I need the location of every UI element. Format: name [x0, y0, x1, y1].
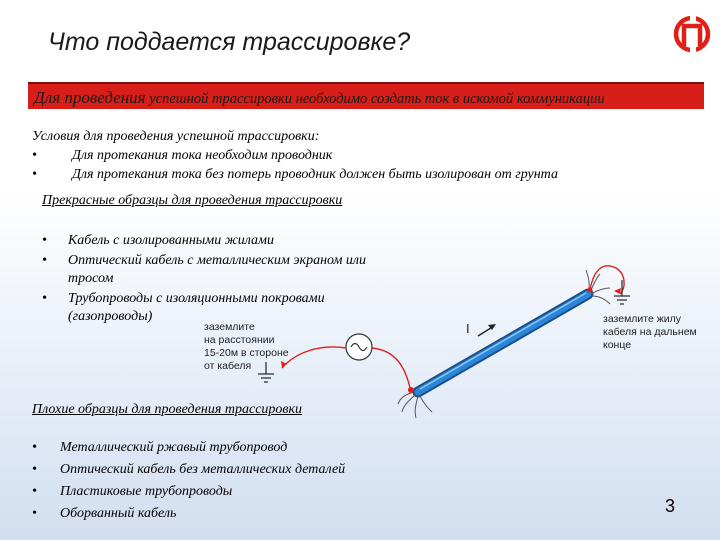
left-note: [204, 321, 289, 372]
svg-text:на расстоянии: на расстоянии: [204, 334, 275, 346]
list-item: • Кабель с изолированными жилами: [42, 233, 274, 248]
svg-text:конце: конце: [603, 339, 632, 351]
list-item: • Для протекания тока без потерь проводник должен быть изолирован от грунта: [32, 167, 558, 182]
good-heading: Прекрасные образцы для проведения трассировки: [42, 193, 343, 208]
svg-text:заземлите: заземлите: [204, 321, 255, 333]
list-item: • Оптический кабель без металлических деталей: [32, 462, 346, 477]
list-item: • Пластиковые трубопроводы: [32, 484, 233, 499]
svg-text:15-20м в стороне: 15-20м в стороне: [204, 347, 289, 359]
svg-text:кабеля на дальнем: кабеля на дальнем: [603, 326, 697, 338]
current-arrow: [478, 324, 496, 336]
ground-wire: [282, 347, 346, 368]
svg-text:от кабеля: от кабеля: [204, 360, 252, 372]
slide-title: Что поддается трассировке?: [48, 28, 411, 56]
list-item: • Для протекания тока необходим проводник: [32, 148, 333, 163]
bad-list: [32, 437, 345, 525]
banner-text: Для проведения успешной трассировки необходимо создать ток в искомой коммуникации: [34, 88, 605, 107]
ground-icon: [258, 362, 274, 382]
conditions-heading: Условия для проведения успешной трассировки:: [32, 129, 320, 144]
page-number: 3: [665, 496, 676, 516]
current-label: I: [466, 321, 470, 336]
left-wire: [372, 348, 410, 388]
svg-text:заземлите жилу: заземлите жилу: [603, 313, 681, 325]
connection-dot: [408, 387, 414, 393]
cable: [418, 293, 588, 392]
list-item: • Оборванный кабель: [32, 506, 177, 521]
list-item: • Трубопроводы с изоляционными покровами (газопроводы): [42, 291, 325, 324]
list-item: • Металлический ржавый трубопровод: [32, 440, 288, 455]
generator-icon: [346, 334, 372, 360]
bad-heading: Плохие образцы для проведения трассировки: [32, 402, 303, 417]
right-note: [603, 313, 697, 351]
list-item: • Оптический кабель с металлическим экраном или тросом: [42, 253, 367, 286]
